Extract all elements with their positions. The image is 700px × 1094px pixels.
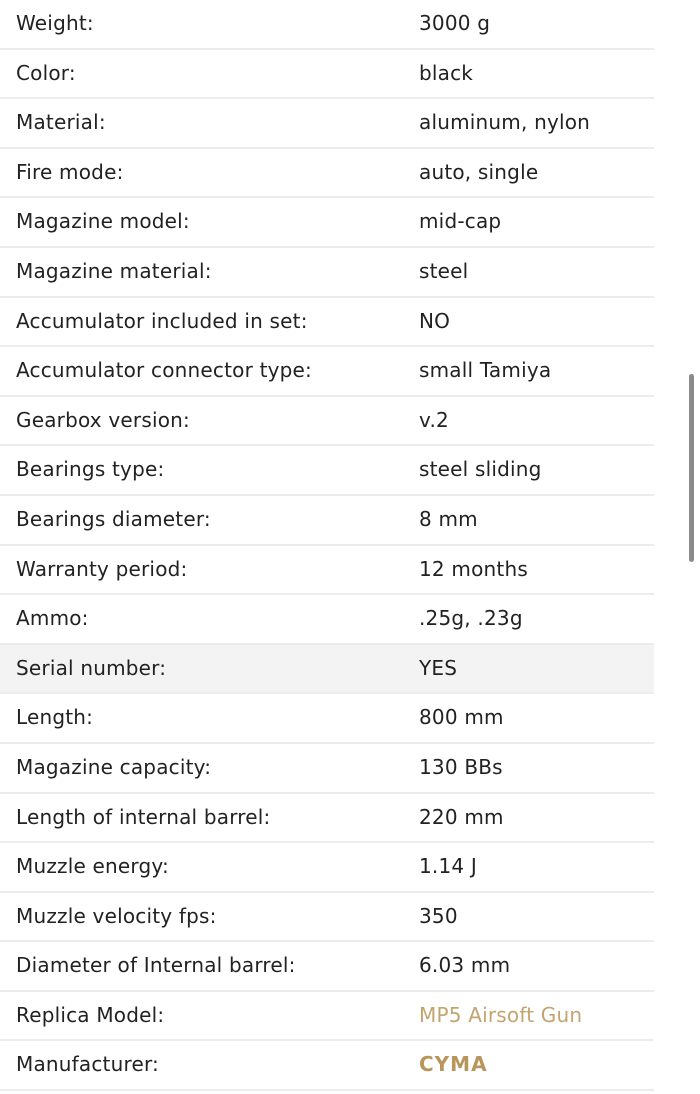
spec-row-bearings-type (0, 446, 654, 496)
spec-label: Accumulator included in set: (16, 308, 308, 333)
spec-label: Diameter of Internal barrel: (16, 953, 296, 978)
spec-row-length (0, 694, 654, 744)
spec-row-replica-model (0, 992, 654, 1042)
spec-label: Replica Model: (16, 1002, 165, 1027)
replica-model-link[interactable]: MP5 Airsoft Gun (419, 1002, 583, 1027)
spec-label: Magazine capacity: (16, 754, 212, 779)
spec-value: black (419, 60, 474, 85)
scrollbar[interactable] (689, 374, 694, 562)
spec-label: Color: (16, 60, 76, 85)
spec-value: 220 mm (419, 804, 504, 829)
spec-label: Bearings diameter: (16, 506, 211, 531)
spec-row-serial-number (0, 645, 654, 695)
spec-label: Accumulator connector type: (16, 358, 312, 383)
spec-row-accumulator-connector (0, 347, 654, 397)
spec-value: steel sliding (419, 457, 542, 482)
spec-row-magazine-model (0, 198, 654, 248)
spec-value: 130 BBs (419, 754, 503, 779)
spec-row-material (0, 99, 654, 149)
manufacturer-link[interactable]: CYMA (419, 1052, 488, 1077)
spec-row-internal-barrel-diameter (0, 942, 654, 992)
spec-row-ammo (0, 595, 654, 645)
spec-value: aluminum, nylon (419, 110, 591, 135)
spec-value: 12 months (419, 556, 528, 581)
spec-row-bearings-diameter (0, 496, 654, 546)
spec-value: 3000 g (419, 11, 491, 35)
spec-row-gearbox-version (0, 397, 654, 447)
spec-label: Warranty period: (16, 556, 188, 581)
spec-row-warranty-period (0, 546, 654, 596)
spec-label: Length: (16, 705, 94, 730)
spec-value: steel (419, 258, 469, 283)
spec-label: Material: (16, 110, 106, 135)
spec-label: Magazine model: (16, 209, 190, 234)
spec-value: mid-cap (419, 209, 502, 234)
spec-label: Muzzle velocity fps: (16, 903, 217, 928)
spec-label: Muzzle energy: (16, 854, 169, 879)
spec-label: Serial number: (16, 655, 167, 680)
spec-label: Magazine material: (16, 258, 212, 283)
spec-row-accumulator-included (0, 298, 654, 348)
spec-label: Ammo: (16, 606, 89, 631)
spec-row-muzzle-velocity (0, 893, 654, 943)
spec-label: Weight: (16, 11, 94, 35)
spec-value: NO (419, 308, 451, 333)
spec-value: 1.14 J (419, 854, 477, 879)
spec-label: Gearbox version: (16, 407, 190, 432)
spec-value: small Tamiya (419, 358, 552, 383)
spec-value: 6.03 mm (419, 953, 511, 978)
spec-row-magazine-material (0, 248, 654, 298)
spec-value: .25g, .23g (419, 606, 523, 631)
spec-row-fire-mode (0, 149, 654, 199)
spec-row-muzzle-energy (0, 843, 654, 893)
spec-row-manufacturer (0, 1041, 654, 1091)
spec-label: Bearings type: (16, 457, 165, 482)
spec-row-color (0, 50, 654, 100)
spec-value: 8 mm (419, 506, 478, 531)
spec-value: auto, single (419, 159, 539, 184)
spec-row-magazine-capacity (0, 744, 654, 794)
spec-value: YES (419, 655, 458, 680)
spec-value: 350 (419, 903, 458, 928)
spec-value: 800 mm (419, 705, 504, 730)
spec-row-internal-barrel-length (0, 794, 654, 844)
spec-value: v.2 (419, 407, 449, 432)
spec-label: Manufacturer: (16, 1052, 159, 1077)
spec-label: Fire mode: (16, 159, 124, 184)
spec-label: Length of internal barrel: (16, 804, 271, 829)
spec-row-weight (0, 0, 654, 50)
